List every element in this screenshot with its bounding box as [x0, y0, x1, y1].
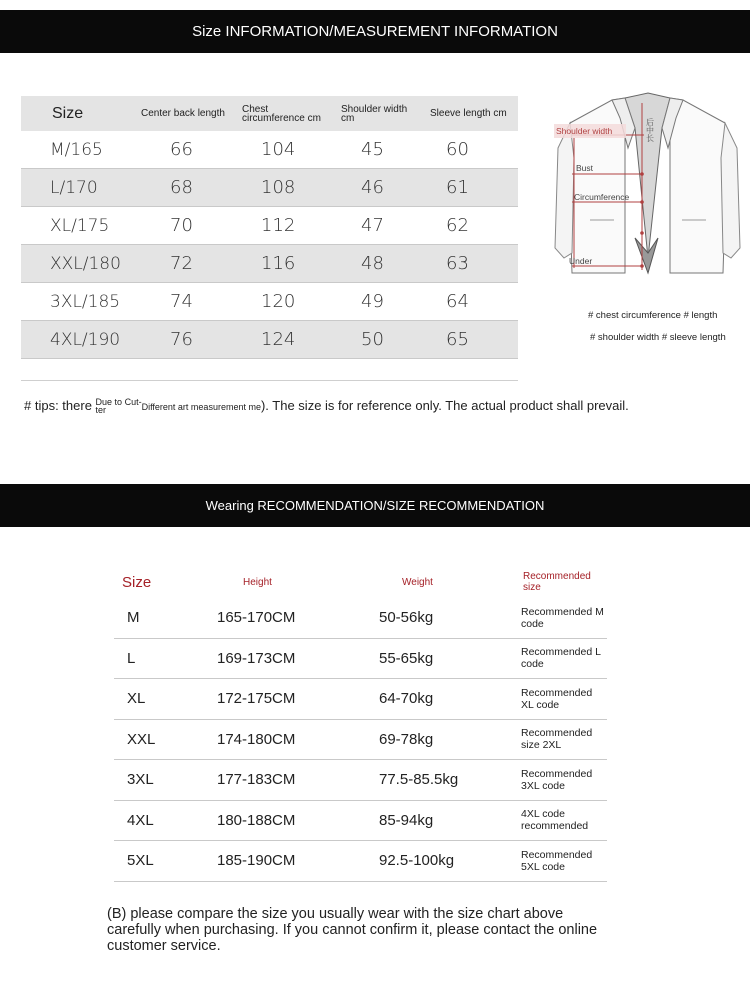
- size-info-header: [0, 10, 750, 53]
- rec-header-weight: Weight: [402, 576, 433, 588]
- size-recommendation-title: Wearing RECOMMENDATION/SIZE RECOMMENDATION: [205, 498, 545, 513]
- table-row: [21, 169, 518, 207]
- table-row: [114, 801, 607, 842]
- size-tips: [24, 398, 629, 414]
- table-row: [21, 131, 518, 169]
- rec-recommended: Recommended 3XL code: [521, 767, 593, 792]
- diagram-label-under: Under: [569, 256, 593, 266]
- rec-height: 180-188CM: [217, 811, 296, 829]
- header-sleeve-length: Sleeve length cm: [430, 108, 507, 119]
- shoulder-cell: 49: [361, 291, 384, 312]
- rec-height: 165-170CM: [217, 609, 296, 627]
- rec-header-size: Size: [122, 573, 152, 591]
- table-row: [114, 679, 607, 720]
- tips-small-1: Due to Cut-: [95, 397, 142, 407]
- chest-cell: 104: [261, 139, 296, 160]
- size-table: [21, 96, 518, 359]
- rec-recommended: Recommended L code: [521, 646, 601, 671]
- table-row: [114, 760, 607, 801]
- table-row: [21, 207, 518, 245]
- rec-recommended: Recommended XL code: [521, 686, 593, 711]
- table-row: [21, 321, 518, 359]
- rec-height: 169-173CM: [217, 649, 296, 667]
- purchase-note: (B) please compare the size you usually wear with the size chart above carefully when purchasing. If you cannot confirm it, please contact the online customer service.: [107, 906, 598, 954]
- rec-size: XXL: [127, 730, 156, 748]
- table-row: [114, 639, 607, 680]
- size-recommendation-header: [0, 484, 750, 527]
- chest-cell: 112: [261, 215, 296, 236]
- shoulder-cell: 47: [361, 215, 384, 236]
- size-cell: L/170: [50, 177, 98, 198]
- back-length-cell: 72: [170, 253, 193, 274]
- table-row: [114, 598, 607, 639]
- tips-prefix: # tips: there: [24, 398, 96, 413]
- table-divider: [21, 380, 518, 381]
- rec-height: 177-183CM: [217, 771, 296, 789]
- size-cell: 4XL/190: [50, 329, 121, 350]
- sleeve-cell: 64: [446, 291, 469, 312]
- sleeve-cell: 63: [446, 253, 469, 274]
- size-cell: M/165: [50, 139, 103, 160]
- rec-height: 172-175CM: [217, 690, 296, 708]
- chest-cell: 120: [261, 291, 296, 312]
- rec-size: 4XL: [127, 811, 154, 829]
- rec-weight: 85-94kg: [379, 811, 434, 829]
- chest-cell: 108: [261, 177, 296, 198]
- tips-small-2: ter: [95, 405, 107, 415]
- sleeve-cell: 62: [446, 215, 469, 236]
- sleeve-cell: 61: [446, 177, 469, 198]
- rec-recommended: Recommended size 2XL: [521, 727, 593, 752]
- size-cell: 3XL/185: [50, 291, 121, 312]
- rec-weight: 55-65kg: [379, 649, 434, 667]
- rec-recommended: Recommended 5XL code: [521, 848, 593, 873]
- table-row: [114, 720, 607, 761]
- shoulder-cell: 48: [361, 253, 384, 274]
- back-length-cell: 76: [170, 329, 193, 350]
- shoulder-cell: 50: [361, 329, 384, 350]
- rec-height: 174-180CM: [217, 730, 296, 748]
- sleeve-cell: 60: [446, 139, 469, 160]
- size-cell: XL/175: [50, 215, 110, 236]
- header-shoulder-width: Shoulder width cm: [341, 103, 408, 124]
- size-table-header: [21, 96, 518, 131]
- table-row: [21, 245, 518, 283]
- back-length-cell: 68: [170, 177, 193, 198]
- size-cell: XXL/180: [50, 253, 121, 274]
- rec-size: M: [127, 609, 140, 627]
- rec-size: 5XL: [127, 852, 154, 870]
- recommendation-table: [114, 566, 607, 882]
- diagram-label-bust: Bust: [576, 163, 594, 173]
- sleeve-cell: 65: [446, 329, 469, 350]
- diagram-legend-1: # chest circumference # length: [588, 310, 718, 321]
- rec-recommended: Recommended M code: [521, 605, 604, 630]
- back-length-cell: 70: [170, 215, 193, 236]
- rec-height: 185-190CM: [217, 852, 296, 870]
- table-row: [21, 283, 518, 321]
- rec-weight: 69-78kg: [379, 730, 434, 748]
- jacket-diagram: [550, 88, 745, 288]
- shoulder-cell: 45: [361, 139, 384, 160]
- back-length-cell: 66: [170, 139, 193, 160]
- rec-weight: 50-56kg: [379, 609, 434, 627]
- shoulder-cell: 46: [361, 177, 384, 198]
- recommendation-header: [114, 566, 607, 598]
- rec-recommended: 4XL code recommended: [521, 808, 589, 833]
- header-center-back-length: Center back length: [141, 108, 225, 119]
- diagram-label-shoulder: Shoulder width: [556, 126, 613, 136]
- tips-small-3: Different art measurement me: [141, 402, 261, 412]
- rec-size: 3XL: [127, 771, 154, 789]
- rec-header-recommended: Recommended size: [523, 571, 591, 593]
- rec-size: XL: [127, 690, 146, 708]
- rec-weight: 77.5-85.5kg: [379, 771, 459, 789]
- tips-suffix: ). The size is for reference only. The actual product shall prevail.: [260, 398, 629, 413]
- diagram-label-back-length: 后中长: [645, 118, 655, 142]
- header-size: Size: [52, 105, 84, 122]
- rec-weight: 92.5-100kg: [379, 852, 455, 870]
- rec-size: L: [127, 649, 136, 667]
- chest-cell: 124: [261, 329, 296, 350]
- diagram-legend-2: # shoulder width # sleeve length: [590, 332, 726, 343]
- diagram-label-circumference: Circumference: [574, 192, 630, 202]
- size-info-title: Size INFORMATION/MEASUREMENT INFORMATION: [192, 23, 558, 40]
- rec-header-height: Height: [243, 576, 272, 588]
- back-length-cell: 74: [170, 291, 193, 312]
- table-row: [114, 841, 607, 882]
- chest-cell: 116: [261, 253, 296, 274]
- header-chest-circumference: Chest circumference cm: [242, 103, 321, 124]
- rec-weight: 64-70kg: [379, 690, 434, 708]
